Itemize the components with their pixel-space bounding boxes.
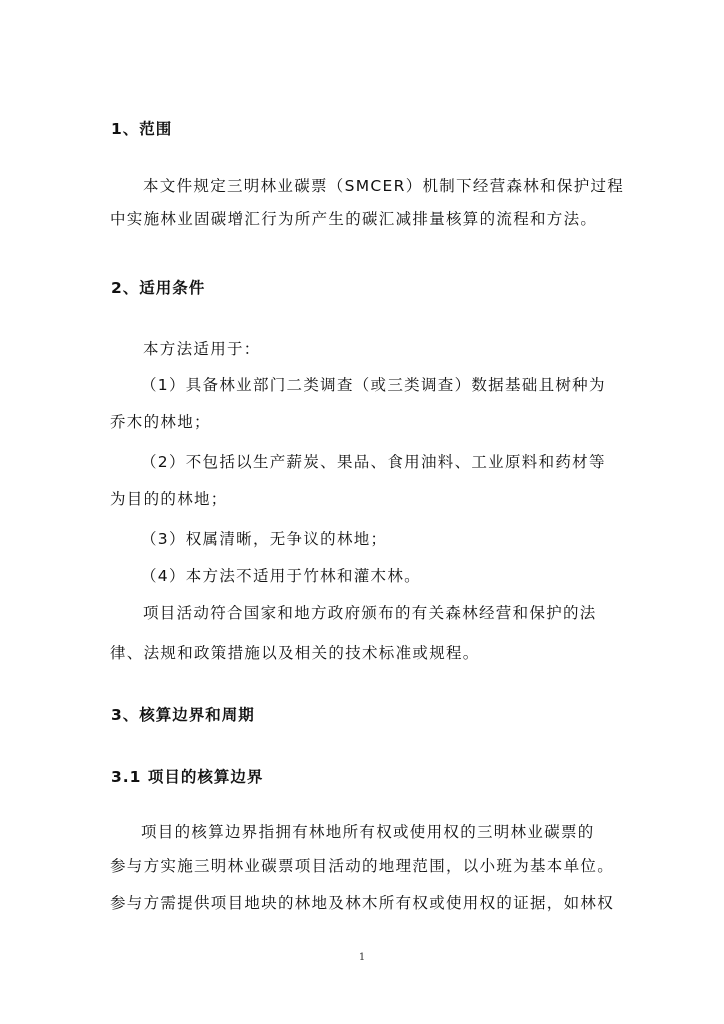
condition-item-1-line-1: （1）具备林业部门二类调查（或三类调查）数据基础且树种为 <box>141 376 606 394</box>
compliance-paragraph-line-2: 律、法规和政策措施以及相关的技术标准或规程。 <box>110 644 480 662</box>
condition-item-1-line-2: 乔木的林地； <box>110 413 211 431</box>
section-3-1-paragraph-line-1: 项目的核算边界指拥有林地所有权或使用权的三明林业碳票的 <box>141 823 595 841</box>
section-1-heading: 1、范围 <box>111 120 173 138</box>
compliance-paragraph-line-1: 项目活动符合国家和地方政府颁布的有关森林经营和保护的法 <box>143 604 597 622</box>
section-3-1-paragraph-line-2: 参与方实施三明林业碳票项目活动的地理范围，以小班为基本单位。 <box>110 857 615 875</box>
condition-item-2-line-2: 为目的的林地； <box>110 490 228 508</box>
section-3-1-heading: 3.1 项目的核算边界 <box>111 768 264 786</box>
section-1-paragraph-line-2: 中实施林业固碳增汇行为所产生的碳汇减排量核算的流程和方法。 <box>110 210 598 228</box>
condition-item-3: （3）权属清晰，无争议的林地； <box>141 530 388 548</box>
section-3-heading: 3、核算边界和周期 <box>111 706 255 724</box>
section-3-1-paragraph-line-3: 参与方需提供项目地块的林地及林木所有权或使用权的证据，如林权 <box>110 894 615 912</box>
section-2-intro: 本方法适用于： <box>143 340 261 358</box>
condition-item-4: （4）本方法不适用于竹林和灌木林。 <box>141 567 421 585</box>
page-number: 1 <box>358 952 366 963</box>
condition-item-2-line-1: （2）不包括以生产薪炭、果品、食用油料、工业原料和药材等 <box>141 453 606 471</box>
section-2-heading: 2、适用条件 <box>111 279 206 297</box>
section-1-paragraph-line-1: 本文件规定三明林业碳票（SMCER）机制下经营森林和保护过程 <box>143 177 625 195</box>
